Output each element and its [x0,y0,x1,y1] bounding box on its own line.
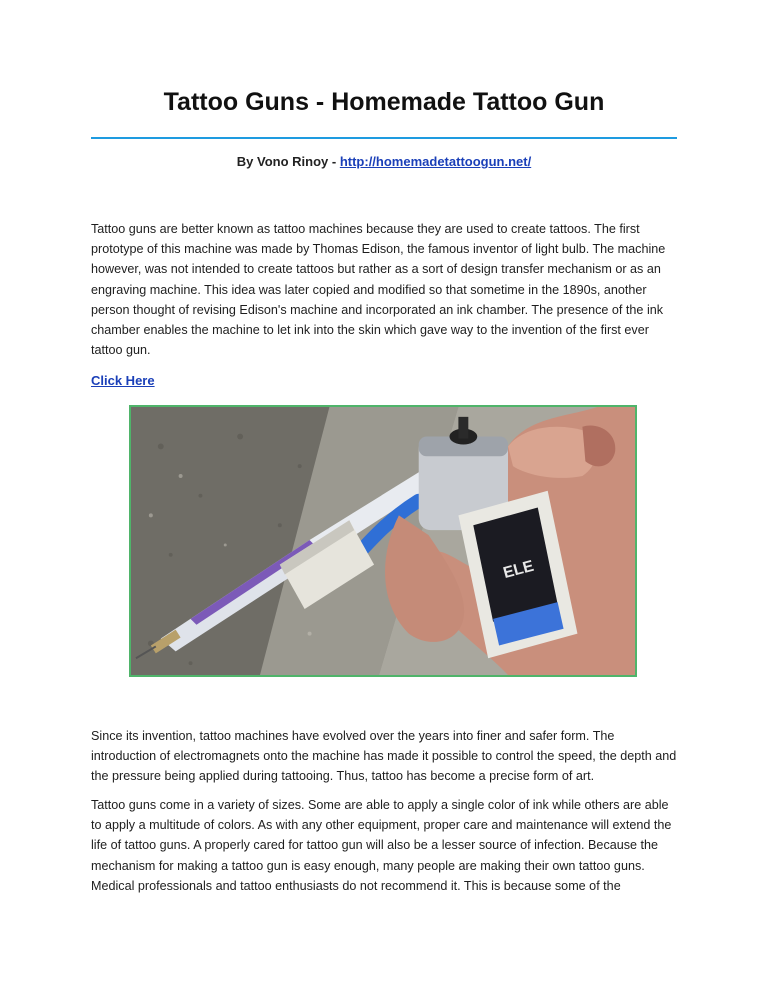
tattoo-gun-illustration [131,407,635,675]
click-here-link[interactable]: Click Here [91,373,155,388]
byline [0,154,768,169]
battery-label: ELE [501,557,536,583]
byline-author: By Vono Rinoy - [236,154,340,169]
paragraph-evolution: Since its invention, tattoo machines have evolved over the years into finer and safer form. The introduction of electromagnets onto the machine has made it possible to control the speed, the depth and the pressure being applied during tattooing. Thus, tattoo has become a precise form of art. [91,729,677,784]
title-divider [91,137,677,139]
tattoo-gun-photo [129,405,637,677]
document-title: Tattoo Guns - Homemade Tattoo Gun [163,88,605,116]
paragraph-sizes: Tattoo guns come in a variety of sizes. Some are able to apply a single color of ink while others are able to apply a multitude of colors. As with any other equipment, proper care and maintenance will extend the life of tattoo guns. A properly cared for tattoo gun will also be a lesser source of infection. Because the mechanism for making a tattoo gun is easy enough, many people are making their own tattoo guns. Medical professionals and tattoo enthusiasts do not recommend it. This is because some of the [91,798,672,893]
byline-link[interactable]: http://homemadetattoogun.net/ [339,154,532,169]
paragraph-intro: Tattoo guns are better known as tattoo machines because they are used to create tattoos. The first prototype of this machine was made by Thomas Edison, the famous inventor of light bulb. The machine however, was not intended to create tattoos but rather as a sort of design transfer mechanism or as an engraving machine. This idea was later copied and modified so that sometime in the 1890s, another person thought of revising Edison's machine and incorporated an ink chamber. The presence of the ink chamber enables the machine to let ink into the skin which gave way to the invention of the first ever tattoo gun. [91,222,666,358]
